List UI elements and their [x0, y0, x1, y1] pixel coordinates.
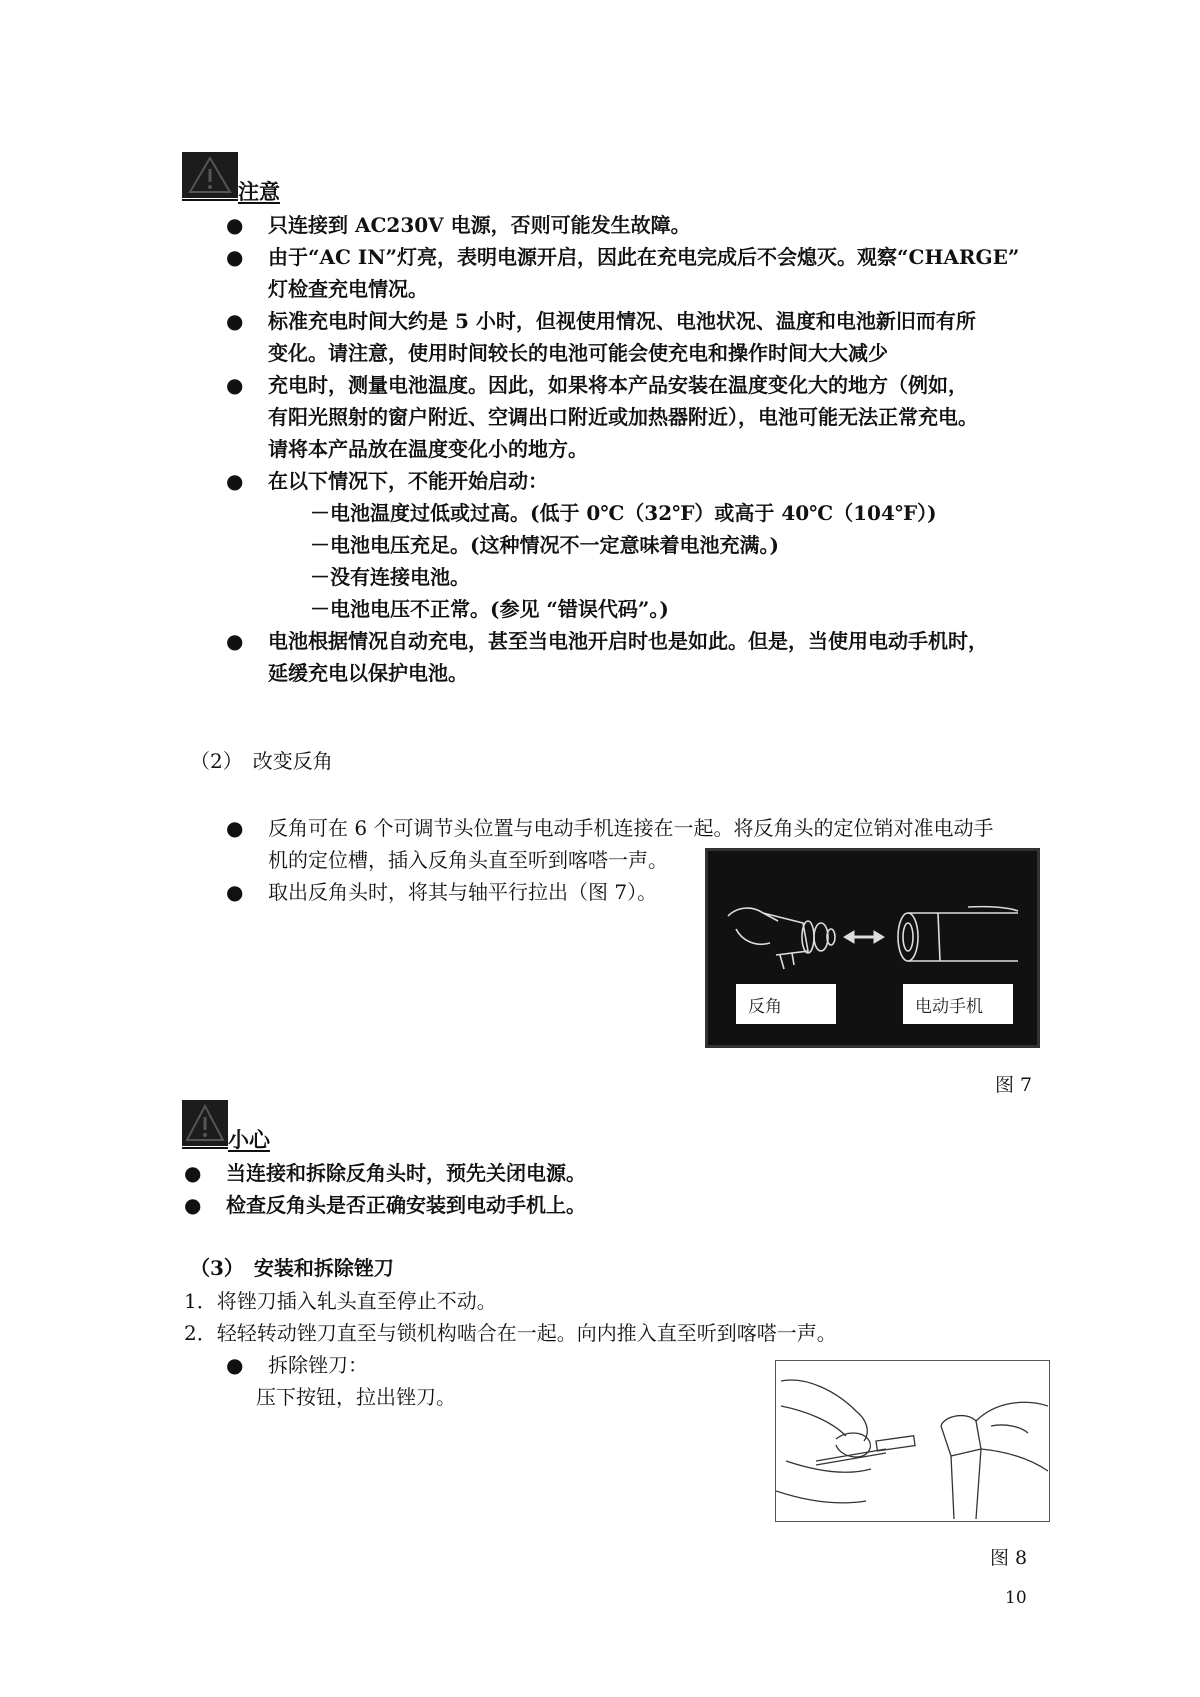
bullet-icon: ● — [226, 469, 244, 493]
caution-heading: 小心 — [228, 1127, 270, 1152]
list-item: 由于“AC IN”灯亮，表明电源开启，因此在充电完成后不会熄灭。观察“CHARGE” — [268, 245, 1020, 269]
figure-label-contra-angle: 反角 — [736, 984, 836, 1024]
bullet-icon: ● — [226, 629, 244, 653]
page-number: 10 — [1005, 1588, 1027, 1608]
bullet-icon: ● — [184, 1193, 202, 1217]
list-item: 请将本产品放在温度变化小的地方。 — [268, 437, 588, 461]
list-item: 拆除锉刀： — [268, 1353, 368, 1377]
sub-item: －没有连接电池。 — [310, 565, 470, 589]
list-item: 在以下情况下，不能开始启动： — [268, 469, 548, 493]
list-item: 反角可在 6 个可调节头位置与电动手机连接在一起。将反角头的定位销对准电动手 — [268, 816, 994, 840]
list-item: 充电时，测量电池温度。因此，如果将本产品安装在温度变化大的地方（例如， — [268, 373, 968, 397]
list-item: 变化。请注意，使用时间较长的电池可能会使充电和操作时间大大减少 — [268, 341, 888, 365]
heading-rule — [182, 199, 238, 201]
list-item: 取出反角头时，将其与轴平行拉出（图 7）。 — [268, 880, 658, 904]
list-item: 检查反角头是否正确安装到电动手机上。 — [226, 1193, 586, 1217]
list-item: 有阳光照射的窗户附近、空调出口附近或加热器附近），电池可能无法正常充电。 — [268, 405, 978, 429]
figure-label-handpiece: 电动手机 — [903, 984, 1013, 1024]
list-item: 标准充电时间大约是 5 小时，但视使用情况、电池状况、温度和电池新旧而有所 — [268, 309, 976, 333]
step-item: 1．将锉刀插入轧头直至停止不动。 — [184, 1289, 497, 1313]
bullet-icon: ● — [226, 309, 244, 333]
warning-icon — [182, 1100, 228, 1146]
bullet-icon: ● — [184, 1161, 202, 1185]
figure-7 — [705, 848, 1040, 1048]
section-title: （2） 改变反角 — [190, 749, 333, 773]
list-item: 延缓充电以保护电池。 — [268, 661, 468, 685]
list-item: 电池根据情况自动充电，甚至当电池开启时也是如此。但是，当使用电动手机时， — [268, 629, 988, 653]
step-item: 2．轻轻转动锉刀直至与锁机构啮合在一起。向内推入直至听到喀嗒一声。 — [184, 1321, 837, 1345]
warning-icon — [182, 152, 238, 198]
figure-caption: 图 8 — [990, 1547, 1028, 1569]
sub-item: －电池电压充足。(这种情况不一定意味着电池充满。) — [310, 533, 779, 557]
list-item: 机的定位槽，插入反角头直至听到喀嗒一声。 — [268, 848, 668, 872]
bullet-icon: ● — [226, 373, 244, 397]
figure-8 — [775, 1360, 1050, 1522]
bullet-icon: ● — [226, 880, 244, 904]
section-title: （3） 安装和拆除锉刀 — [190, 1256, 394, 1280]
bullet-icon: ● — [226, 1353, 244, 1377]
bullet-icon: ● — [226, 816, 244, 840]
caution-heading: 注意 — [238, 179, 280, 204]
figure-caption: 图 7 — [995, 1074, 1033, 1096]
list-item: 只连接到 AC230V 电源，否则可能发生故障。 — [268, 213, 691, 237]
file-insertion-illustration — [776, 1361, 1048, 1520]
list-item: 压下按钮，拉出锉刀。 — [256, 1385, 456, 1409]
list-item: 灯检查充电情况。 — [268, 277, 428, 301]
bullet-icon: ● — [226, 213, 244, 237]
list-item: 当连接和拆除反角头时，预先关闭电源。 — [226, 1161, 586, 1185]
sub-item: －电池温度过低或过高。(低于 0℃（32℉）或高于 40℃（104℉）) — [310, 501, 937, 525]
sub-item: －电池电压不正常。(参见 “错误代码”。) — [310, 597, 669, 621]
heading-rule — [182, 1147, 228, 1149]
bullet-icon: ● — [226, 245, 244, 269]
